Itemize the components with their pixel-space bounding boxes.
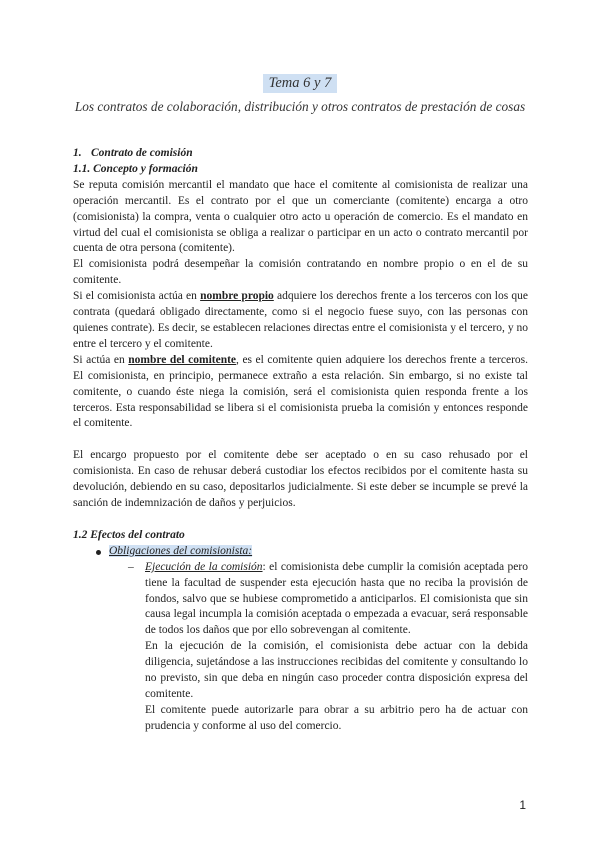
paragraph-nombre-propio <box>73 289 528 353</box>
paragraph-modes: El comisionista podrá desempeñar la comisión contratando en nombre propio o en el de su comitente. <box>73 258 528 287</box>
bullet-label: Obligaciones del comisionista: <box>109 544 253 557</box>
text-run: Si el comisionista actúa en <box>73 290 201 303</box>
paragraph-encargo: El encargo propuesto por el comitente debe ser aceptado o en su caso rehusado por el comisionista. En caso de rehusar deberá custodiar los efectos recibidos por el comitente hasta su devolución, debiendo en su caso, depositarlos judicialmente. Si este deber se incumple se prevé la sanción de indemnización de daños y perjuicios. <box>73 449 528 510</box>
term-nombre-comitente: nombre del comitente <box>128 353 237 366</box>
paragraph-ejecucion <box>145 560 528 640</box>
page-title: Tema 6 y 7 <box>263 74 338 93</box>
section-title: Contrato de comisión <box>91 147 193 159</box>
paragraph-diligencia: En la ejecución de la comisión, el comisionista debe actuar con la debida diligencia, sujetándose a las instrucciones recibidas del comitente y consultando lo no previsto, sin que deba en ningún caso proceder contra disposición expresa del comitente. <box>145 640 528 700</box>
document-body <box>73 146 528 735</box>
section-heading <box>73 146 528 162</box>
page-number: 1 <box>519 798 526 812</box>
paragraph-nombre-comitente <box>73 353 528 433</box>
spacer <box>73 432 528 448</box>
bullet-icon <box>96 550 101 555</box>
term-nombre-propio: nombre propio <box>200 290 274 303</box>
paragraph-arbitrio: El comitente puede autorizarle para obrar a su arbitrio pero ha de actuar con prudencia y conforme al uso del comercio. <box>145 703 528 732</box>
term-ejecucion: Ejecución de la comisión <box>145 560 263 573</box>
subsection-heading-2: 1.2 Efectos del contrato <box>73 528 185 541</box>
section-number: 1. <box>73 147 82 159</box>
text-run: : el comisionista debe cumplir la comisión aceptada pero tiene la facultad de suspender esta ejecución hasta que no reciba la provisión de fondos, salvo que se hubiese comprometido a anticiparlos. El comisionista que sin causa legal incumpla la comisión aceptada o empezada a evacuar, será responsable de todos los daños que por ello sobrevengan al comitente. <box>145 560 528 637</box>
text-run: adquiere los derechos frente a los terceros con los que contrata (quedará obligado directamente, como si el negocio fuese suyo, con las personas con quienes contrate). Es decir, se establecen relaciones directas entre el comisionista y el tercero, y no entre el tercero y el comitente. <box>73 290 528 350</box>
list-item <box>109 544 528 560</box>
paragraph-definition: Se reputa comisión mercantil el mandato que hace el comitente al comisionista de realizar una operación mercantil. Es el contrato por el que un comerciante (comitente) encarga a otro (comisionista) la compra, venta o cualquier otro acto u operación de comercio. Es el mandato en virtud del cual el comisionista se obliga a realizar o participar en un acto o contrato mercantil por cuenta de otra persona (comitente). <box>73 178 528 255</box>
title-wrap <box>0 74 600 93</box>
dash-icon: – <box>128 560 134 573</box>
subsection-heading-1: 1.1. Concepto y formación <box>73 162 198 175</box>
text-run: Si actúa en <box>73 353 129 366</box>
page-subtitle: Los contratos de colaboración, distribución y otros contratos de prestación de cosas <box>74 99 526 114</box>
text-run: , es el comitente quien adquiere los derechos frente a terceros. El comisionista, en principio, permanece extraño a esta relación. Sin embargo, si no existe tal comitente, o cuando éste niega la comisión, será el comisionista quien responda frente a los terceros. Esta responsabilidad se libera si el comisionista prueba la comisión y entonces responde el comitente. <box>73 353 528 430</box>
sub-list-item <box>128 560 528 735</box>
spacer <box>73 512 528 528</box>
